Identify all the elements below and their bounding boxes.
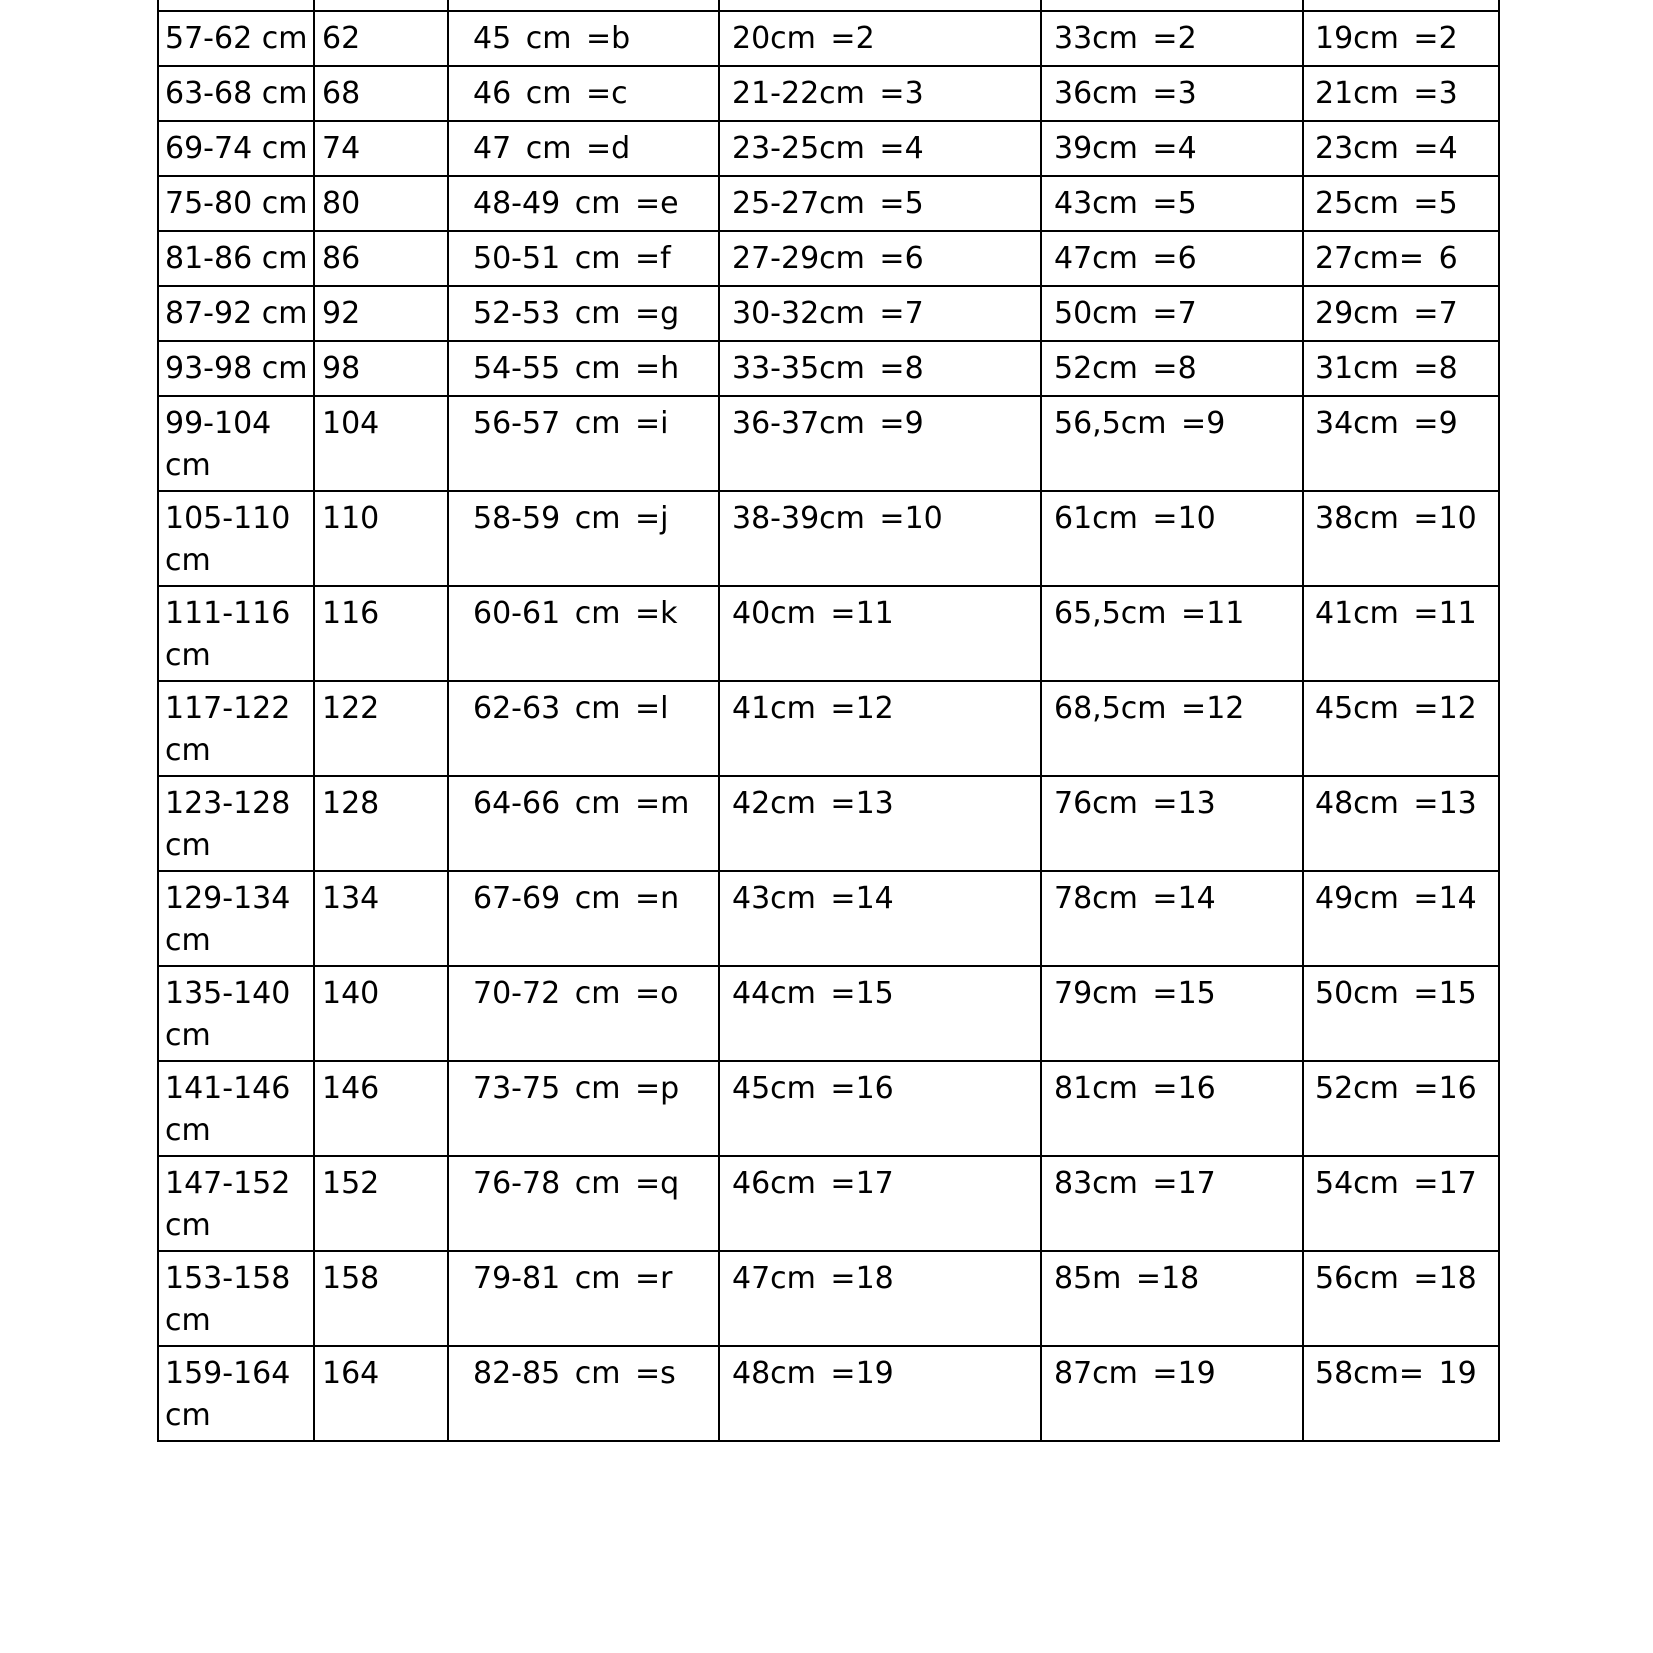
table-cell: 158 [314,1251,448,1346]
table-cell: 41cm =11 [1303,586,1499,681]
table-cell: 47 cm =d [448,121,719,176]
table-cell [1303,0,1499,11]
table-cell: 82-85 cm =s [448,1346,719,1441]
table-cell: 62-63 cm =l [448,681,719,776]
table-cell: 93-98 cm [158,341,314,396]
table-cell: 31cm =8 [1303,341,1499,396]
table-cell: 58-59 cm =j [448,491,719,586]
table-row [158,1061,1499,1156]
table-row [158,586,1499,681]
table-cell: 63-68 cm [158,66,314,121]
table-cell: 50cm =15 [1303,966,1499,1061]
table-cell: 23-25cm =4 [719,121,1041,176]
table-cell: 60-61 cm =k [448,586,719,681]
table-cell [314,0,448,11]
table-cell: 36cm =3 [1041,66,1303,121]
table-cell: 27cm= 6 [1303,231,1499,286]
table-cell: 86 [314,231,448,286]
table-cell [719,0,1041,11]
table-cell: 56,5cm =9 [1041,396,1303,491]
table-header-row-cutoff [158,0,1499,11]
table-cell [158,0,314,11]
table-cell: 27-29cm =6 [719,231,1041,286]
table-cell: 116 [314,586,448,681]
table-cell: 80 [314,176,448,231]
table-cell: 49cm =14 [1303,871,1499,966]
table-row [158,341,1499,396]
table-cell: 42cm =13 [719,776,1041,871]
table-cell: 159-164 cm [158,1346,314,1441]
size-chart-table [157,0,1500,1442]
table-cell: 25-27cm =5 [719,176,1041,231]
table-cell [448,0,719,11]
table-cell: 81cm =16 [1041,1061,1303,1156]
table-cell: 128 [314,776,448,871]
table-cell: 25cm =5 [1303,176,1499,231]
table-cell: 110 [314,491,448,586]
table-cell: 83cm =17 [1041,1156,1303,1251]
table-cell: 76-78 cm =q [448,1156,719,1251]
table-cell: 52-53 cm =g [448,286,719,341]
table-cell: 73-75 cm =p [448,1061,719,1156]
table-row [158,966,1499,1061]
table-cell: 23cm =4 [1303,121,1499,176]
table-cell: 36-37cm =9 [719,396,1041,491]
table-cell: 152 [314,1156,448,1251]
table-cell: 62 [314,11,448,66]
table-cell: 33cm =2 [1041,11,1303,66]
table-cell: 56cm =18 [1303,1251,1499,1346]
table-cell: 58cm= 19 [1303,1346,1499,1441]
table-cell: 75-80 cm [158,176,314,231]
table-row [158,776,1499,871]
table-cell: 46 cm =c [448,66,719,121]
table-cell: 30-32cm =7 [719,286,1041,341]
table-row [158,286,1499,341]
table-cell: 68 [314,66,448,121]
table-cell: 19cm =2 [1303,11,1499,66]
table-cell: 52cm =8 [1041,341,1303,396]
table-cell: 135-140 cm [158,966,314,1061]
table-cell: 70-72 cm =o [448,966,719,1061]
table-cell: 33-35cm =8 [719,341,1041,396]
table-cell: 48cm =19 [719,1346,1041,1441]
table-cell: 141-146 cm [158,1061,314,1156]
table-cell: 140 [314,966,448,1061]
table-cell: 44cm =15 [719,966,1041,1061]
table-cell: 45 cm =b [448,11,719,66]
table-cell: 99-104 cm [158,396,314,491]
table-row [158,11,1499,66]
table-cell: 41cm =12 [719,681,1041,776]
table-cell: 111-116 cm [158,586,314,681]
table-cell [1041,0,1303,11]
table-cell: 61cm =10 [1041,491,1303,586]
table-cell: 65,5cm =11 [1041,586,1303,681]
table-cell: 45cm =16 [719,1061,1041,1156]
table-cell: 40cm =11 [719,586,1041,681]
table-row [158,1251,1499,1346]
table-row [158,1346,1499,1441]
table-row [158,231,1499,286]
table-cell: 153-158 cm [158,1251,314,1346]
table-cell: 48cm =13 [1303,776,1499,871]
table-row [158,176,1499,231]
table-cell: 129-134 cm [158,871,314,966]
table-row [158,1156,1499,1251]
table-cell: 34cm =9 [1303,396,1499,491]
table-cell: 69-74 cm [158,121,314,176]
table-cell: 38-39cm =10 [719,491,1041,586]
table-cell: 57-62 cm [158,11,314,66]
table-cell: 122 [314,681,448,776]
table-cell: 123-128 cm [158,776,314,871]
table-cell: 147-152 cm [158,1156,314,1251]
table-cell: 56-57 cm =i [448,396,719,491]
table-row [158,871,1499,966]
table-cell: 46cm =17 [719,1156,1041,1251]
table-cell: 50-51 cm =f [448,231,719,286]
table-cell: 67-69 cm =n [448,871,719,966]
table-row [158,121,1499,176]
table-cell: 92 [314,286,448,341]
table-cell: 48-49 cm =e [448,176,719,231]
table-cell: 81-86 cm [158,231,314,286]
table-cell: 76cm =13 [1041,776,1303,871]
table-cell: 104 [314,396,448,491]
table-row [158,66,1499,121]
table-cell: 20cm =2 [719,11,1041,66]
table-row [158,681,1499,776]
table-cell: 50cm =7 [1041,286,1303,341]
table-cell: 134 [314,871,448,966]
table-cell: 45cm =12 [1303,681,1499,776]
table-cell: 64-66 cm =m [448,776,719,871]
table-cell: 21cm =3 [1303,66,1499,121]
table-cell: 87cm =19 [1041,1346,1303,1441]
table-cell: 29cm =7 [1303,286,1499,341]
table-cell: 39cm =4 [1041,121,1303,176]
table-cell: 87-92 cm [158,286,314,341]
table-row [158,491,1499,586]
table-cell: 47cm =6 [1041,231,1303,286]
table-cell: 79-81 cm =r [448,1251,719,1346]
table-cell: 52cm =16 [1303,1061,1499,1156]
table-cell: 164 [314,1346,448,1441]
table-cell: 146 [314,1061,448,1156]
table-cell: 78cm =14 [1041,871,1303,966]
table-cell: 98 [314,341,448,396]
table-cell: 79cm =15 [1041,966,1303,1061]
table-cell: 38cm =10 [1303,491,1499,586]
table-cell: 74 [314,121,448,176]
table-cell: 68,5cm =12 [1041,681,1303,776]
table-cell: 43cm =14 [719,871,1041,966]
table-cell: 54-55 cm =h [448,341,719,396]
table-cell: 85m =18 [1041,1251,1303,1346]
table-cell: 47cm =18 [719,1251,1041,1346]
table-cell: 21-22cm =3 [719,66,1041,121]
table-row [158,396,1499,491]
table-cell: 43cm =5 [1041,176,1303,231]
table-cell: 117-122 cm [158,681,314,776]
table-cell: 105-110 cm [158,491,314,586]
table-cell: 54cm =17 [1303,1156,1499,1251]
